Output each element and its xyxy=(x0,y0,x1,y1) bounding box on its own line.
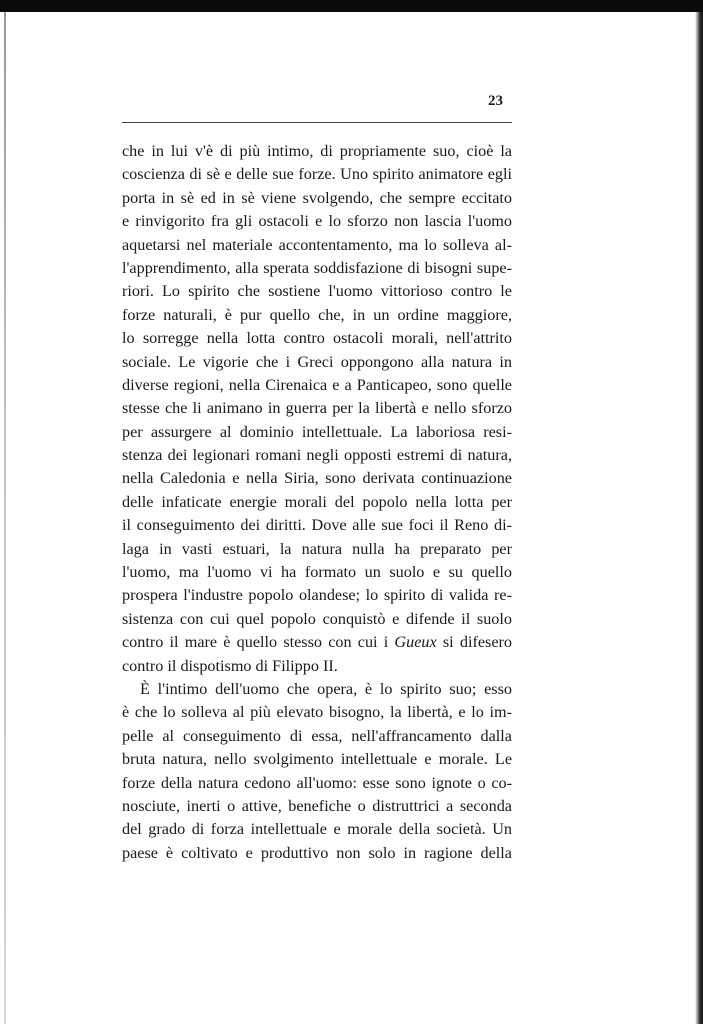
text-line: paese è coltivato e produttivo non solo in ragione della xyxy=(122,843,512,862)
text-line: nosciute, inerti o attive, benefiche o distruttrici a seconda xyxy=(122,796,512,815)
text-line: delle infaticate energie morali del popolo nella lotta per xyxy=(122,492,512,511)
text-line: e rinvigorito fra gli ostacoli e lo sforzo non lascia l'uomo xyxy=(122,212,512,231)
text-segment: contro il mare è quello stesso con cui i xyxy=(122,633,395,652)
header-rule xyxy=(122,122,512,123)
text-line: porta in sè ed in sè viene svolgendo, che sempre eccitato xyxy=(122,188,512,207)
text-line: È l'intimo dell'uomo che opera, è lo spirito suo; esso xyxy=(140,679,512,698)
paragraph-end-line: contro il dispotismo di Filippo II. xyxy=(122,656,338,675)
text-line: l'apprendimento, alla sperata soddisfazione di bisogni supe- xyxy=(122,258,512,277)
text-line: bruta natura, nello svolgimento intellettuale e morale. Le xyxy=(122,750,512,769)
text-line: sistenza con cui quel popolo conquistò e difende il suolo xyxy=(122,609,512,628)
text-line: stesse che li animano in guerra per la libertà e nello sforzo xyxy=(122,399,512,418)
text-line: forze della natura cedono all'uomo: esse sono ignote o co- xyxy=(122,773,512,792)
text-line: per assurgere al dominio intellettuale. La laboriosa resi- xyxy=(122,422,512,441)
text-line: nella Caledonia e nella Siria, sono derivata continuazione xyxy=(122,469,512,488)
text-line: coscienza di sè e delle sue forze. Uno spirito animatore egli xyxy=(122,165,512,184)
text-line: è che lo solleva al più elevato bisogno, la libertà, e lo im- xyxy=(122,703,512,722)
text-line: aquetarsi nel materiale accontentamento, ma lo solleva al- xyxy=(122,235,512,254)
text-segment: si difesero xyxy=(436,633,512,652)
text-line-gueux xyxy=(122,631,512,654)
text-line: forze naturali, è pur quello che, in un ordine maggiore, xyxy=(122,305,512,324)
text-line: stenza dei legionari romani negli opposti estremi di natura, xyxy=(122,446,512,465)
text-line: del grado di forza intellettuale e morale della società. Un xyxy=(122,820,512,839)
text-line: riori. Lo spirito che sostiene l'uomo vittorioso contro le xyxy=(122,282,512,301)
text-line: diverse regioni, nella Cirenaica e a Panticapeo, sono quelle xyxy=(122,375,512,394)
scan-top-border xyxy=(0,0,703,12)
body-text xyxy=(122,140,512,865)
text-line: laga in vasti estuari, la natura nulla ha preparato per xyxy=(122,539,512,558)
scan-left-edge xyxy=(4,12,6,1024)
text-line: che in lui v'è di più intimo, di propriamente suo, cioè la xyxy=(122,142,512,160)
text-line: lo sorregge nella lotta contro ostacoli morali, nell'attrito xyxy=(122,329,512,348)
text-line: sociale. Le vigorie che i Greci oppongono alla natura in xyxy=(122,352,512,371)
scan-right-edge xyxy=(695,12,703,1024)
text-line: l'uomo, ma l'uomo vi ha formato un suolo e su quello xyxy=(122,563,512,582)
italic-word: Gueux xyxy=(394,633,437,652)
text-line: pelle al conseguimento di essa, nell'affrancamento dalla xyxy=(122,726,512,745)
text-line: prospera l'industre popolo olandese; lo spirito di valida re- xyxy=(122,586,512,605)
text-line: il conseguimento dei diritti. Dove alle sue foci il Reno di- xyxy=(122,516,512,535)
page-number: 23 xyxy=(488,93,503,109)
